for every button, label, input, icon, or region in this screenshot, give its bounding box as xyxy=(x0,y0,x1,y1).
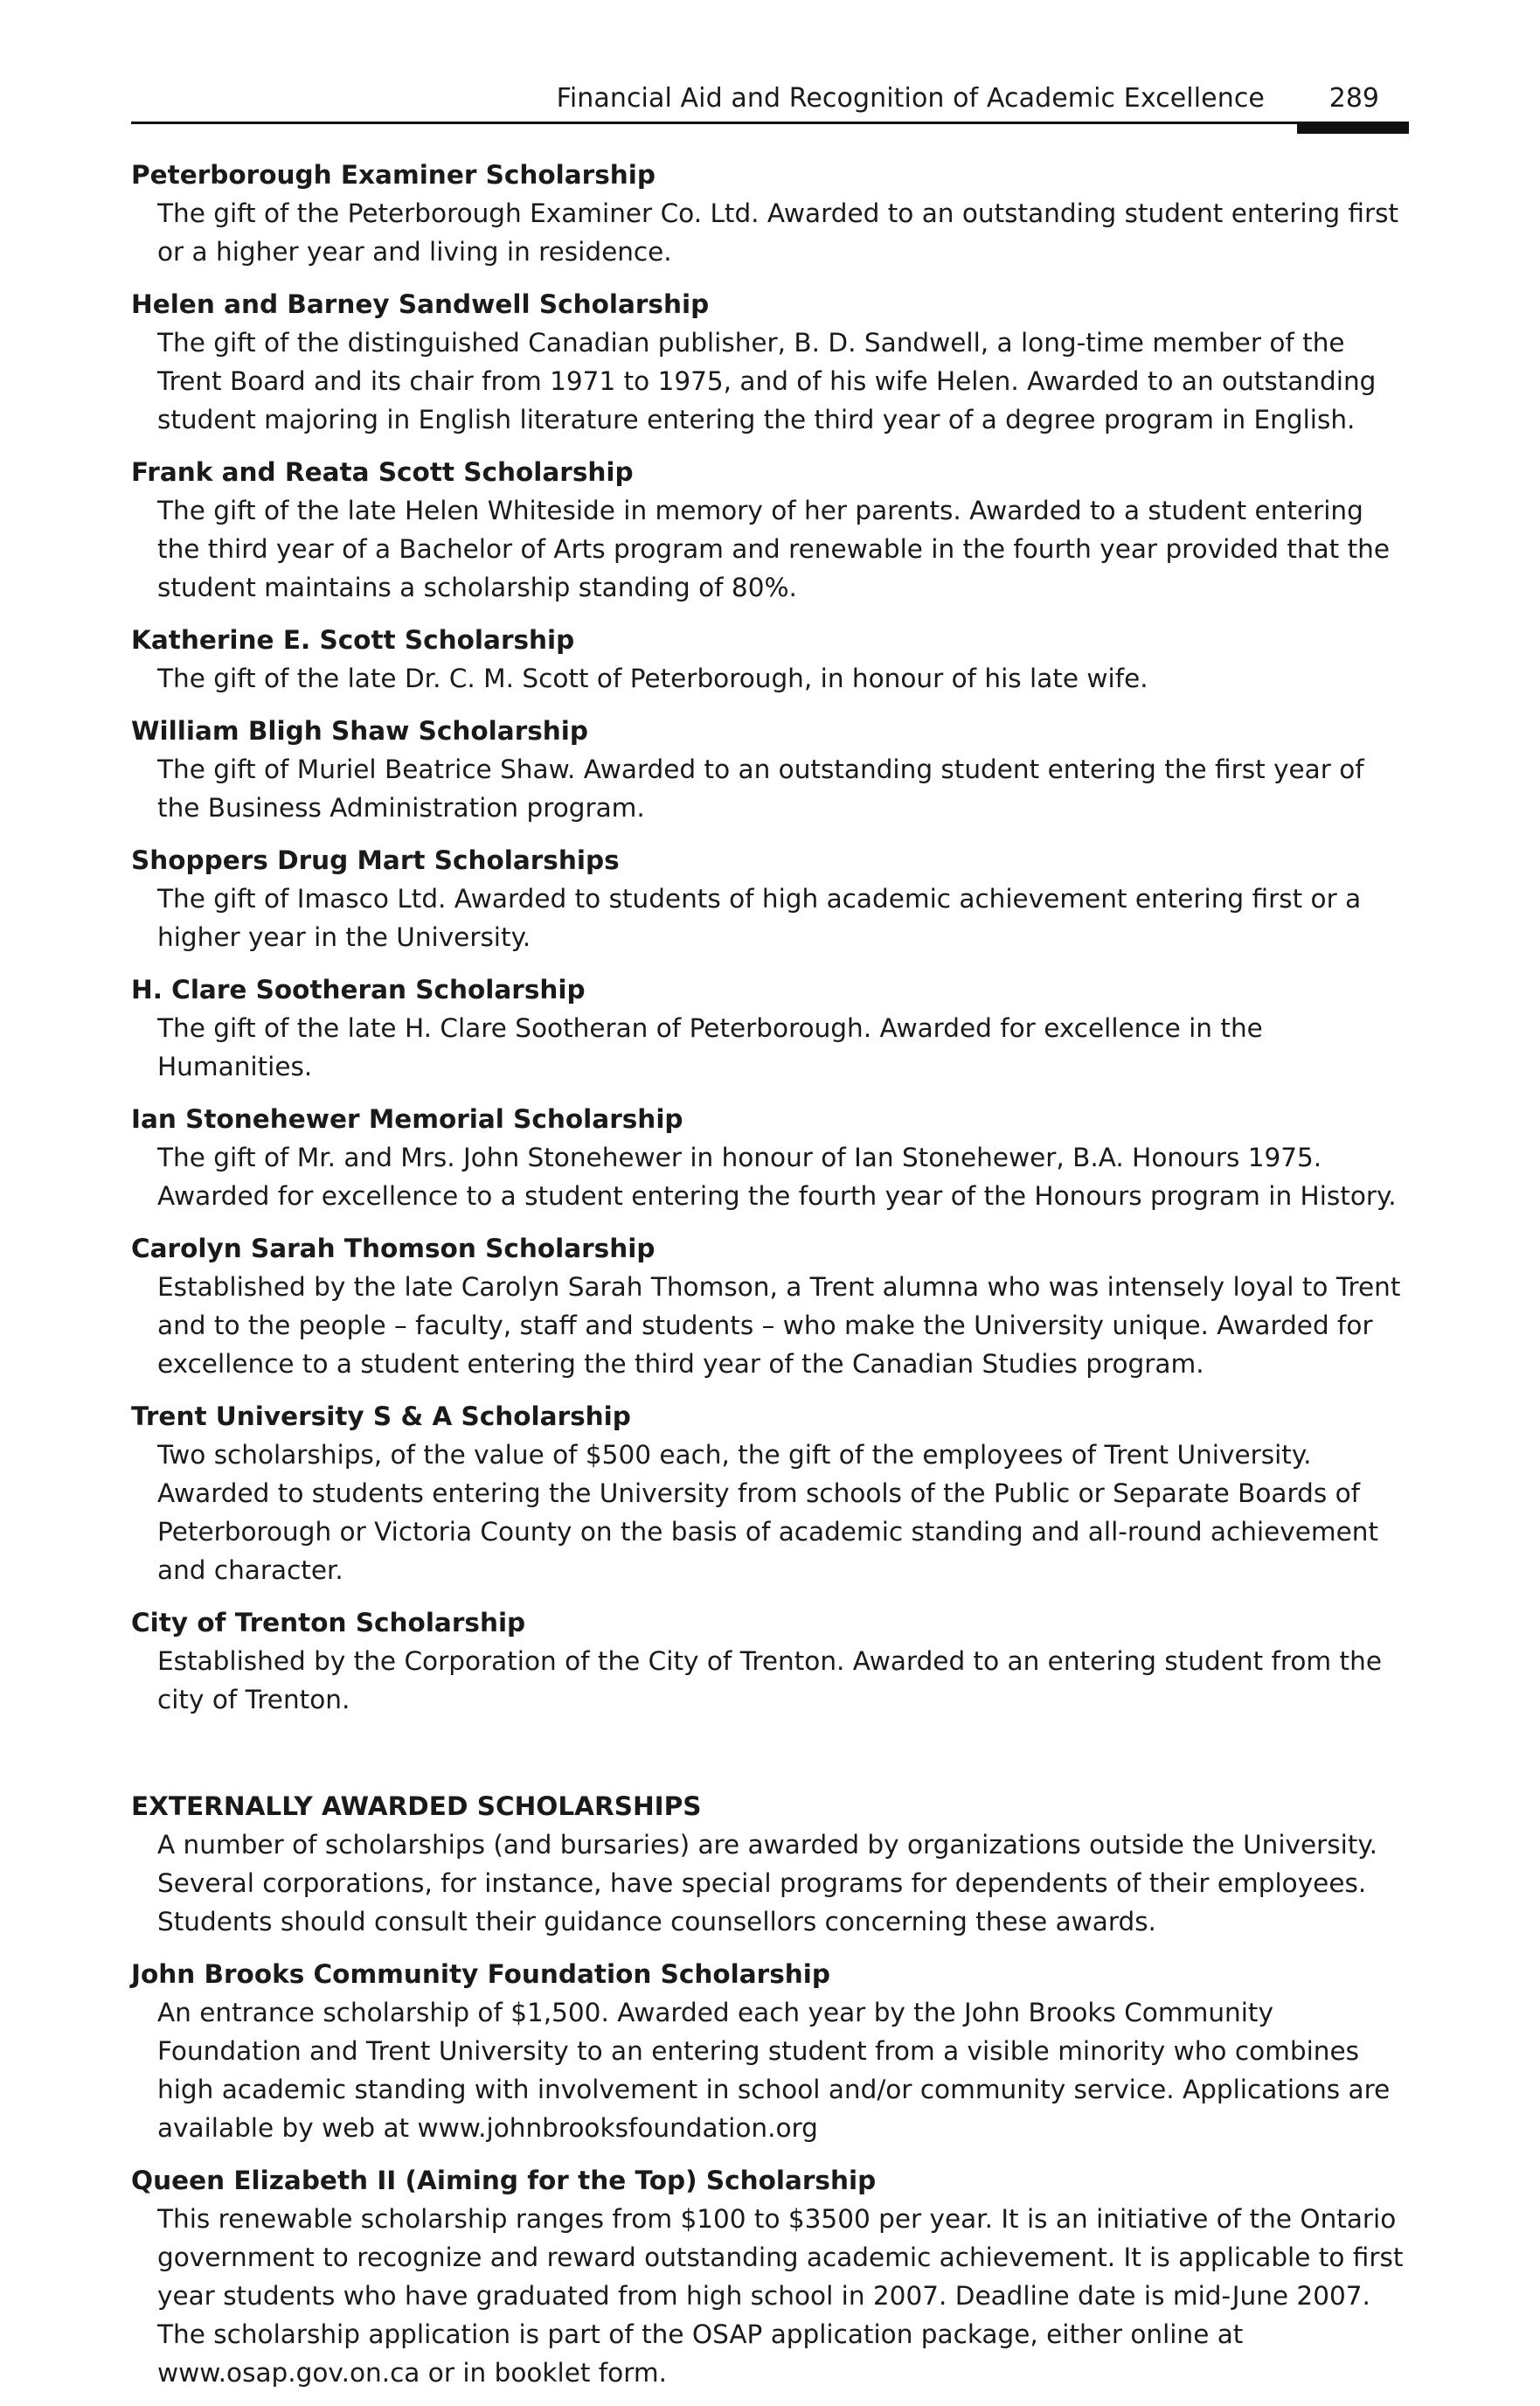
scholarship-title: Carolyn Sarah Thomson Scholarship xyxy=(131,1234,656,1263)
page-number-tab xyxy=(1297,124,1409,134)
scholarship-entry xyxy=(131,285,1409,439)
running-header-title: Financial Aid and Recognition of Academic Excellence xyxy=(556,83,1265,114)
scholarship-title: Katherine E. Scott Scholarship xyxy=(131,625,575,655)
section-intro-text: A number of scholarships (and bursaries) are awarded by organizations outside the University. Several corporations, for instance, have special programs for dependents of their employees. Students should consult their guidance counsellors concerning these awards. xyxy=(157,1830,1378,1937)
scholarship-description: The gift of Imasco Ltd. Awarded to students of high academic achievement entering first or a higher year in the University. xyxy=(157,884,1362,952)
scholarship-description: An entrance scholarship of $1,500. Awarded each year by the John Brooks Community Foundation and Trent University to an entering student from a visible minority who combines high academic standing with involvement in school and/or community service. Applications are available by web at www.johnbrooksfoundation.org xyxy=(157,1998,1391,2143)
scholarship-description: The gift of the late Helen Whiteside in memory of her parents. Awarded to a student entering the third year of a Bachelor of Arts program and renewable in the fourth year provided that the student maintains a scholarship standing of 80%. xyxy=(157,496,1391,602)
scholarship-title: Helen and Barney Sandwell Scholarship xyxy=(131,289,710,319)
section-spacer xyxy=(131,1733,1409,1787)
scholarship-entry xyxy=(131,2161,1409,2392)
scholarship-description: The gift of the late Dr. C. M. Scott of Peterborough, in honour of his late wife. xyxy=(157,664,1148,693)
scholarship-title: Trent University S & A Scholarship xyxy=(131,1401,631,1431)
header-rule xyxy=(131,122,1409,124)
scholarship-description: The gift of Mr. and Mrs. John Stonehewer in honour of Ian Stonehewer, B.A. Honours 1975. Awarded for excellence to a student entering the fourth year of the Honours program in History. xyxy=(157,1143,1397,1211)
page-header xyxy=(131,75,1409,124)
scholarship-entry xyxy=(131,1603,1409,1719)
scholarship-entry xyxy=(131,1397,1409,1589)
scholarship-title: Ian Stonehewer Memorial Scholarship xyxy=(131,1104,683,1134)
scholarship-title: City of Trenton Scholarship xyxy=(131,1608,526,1638)
external-section-intro xyxy=(131,1787,1409,1941)
scholarship-entry xyxy=(131,1229,1409,1383)
scholarship-title: Queen Elizabeth II (Aiming for the Top) Scholarship xyxy=(131,2166,877,2195)
scholarship-entry xyxy=(131,1100,1409,1215)
scholarship-entry xyxy=(131,970,1409,1086)
scholarship-description: The gift of the distinguished Canadian publisher, B. D. Sandwell, a long-time member of the Trent Board and its chair from 1971 to 1975, and of his wife Helen. Awarded to an outstanding student majoring in English literature entering the third year of a degree program in English. xyxy=(157,328,1377,435)
scholarship-entry xyxy=(131,1955,1409,2147)
scholarship-entry xyxy=(131,156,1409,271)
scholarship-description: This renewable scholarship ranges from $100 to $3500 per year. It is an initiative of the Ontario government to recognize and reward outstanding academic achievement. It is applicable to first year students who have graduated from high school in 2007. Deadline date is mid-June 2007. The scholarship application is part of the OSAP application package, either online at www.osap.gov.on.ca or in booklet form. xyxy=(157,2204,1404,2388)
scholarship-description: The gift of the Peterborough Examiner Co. Ltd. Awarded to an outstanding student entering first or a higher year and living in residence. xyxy=(157,198,1399,267)
page-content xyxy=(131,156,1409,2406)
scholarship-title: John Brooks Community Foundation Scholarship xyxy=(131,1959,831,1989)
scholarship-entry xyxy=(131,712,1409,827)
scholarship-description: The gift of the late H. Clare Sootheran of Peterborough. Awarded for excellence in the Humanities. xyxy=(157,1013,1263,1081)
scholarship-title: Peterborough Examiner Scholarship xyxy=(131,160,656,190)
scholarship-description: Established by the Corporation of the City of Trenton. Awarded to an entering student from the city of Trenton. xyxy=(157,1646,1382,1714)
section-heading: EXTERNALLY AWARDED SCHOLARSHIPS xyxy=(131,1791,702,1821)
scholarship-title: H. Clare Sootheran Scholarship xyxy=(131,975,586,1005)
scholarship-entry xyxy=(131,453,1409,607)
scholarship-description: Two scholarships, of the value of $500 each, the gift of the employees of Trent University. Awarded to students entering the University from schools of the Public or Separate Boards of Peterborough or Victoria County on the basis of academic standing and all-round achievement and character. xyxy=(157,1440,1379,1585)
scholarship-title: Frank and Reata Scott Scholarship xyxy=(131,457,634,487)
scholarship-title: William Bligh Shaw Scholarship xyxy=(131,716,589,746)
page-number: 289 xyxy=(1328,83,1379,114)
scholarship-entry xyxy=(131,841,1409,956)
scholarship-title: Shoppers Drug Mart Scholarships xyxy=(131,845,620,875)
scholarship-description: Established by the late Carolyn Sarah Thomson, a Trent alumna who was intensely loyal to Trent and to the people – faculty, staff and students – who make the University unique. Awarded for excellence to a student entering the third year of the Canadian Studies program. xyxy=(157,1272,1401,1379)
scholarship-description: The gift of Muriel Beatrice Shaw. Awarded to an outstanding student entering the first year of the Business Administration program. xyxy=(157,754,1364,823)
scholarship-entry xyxy=(131,621,1409,698)
